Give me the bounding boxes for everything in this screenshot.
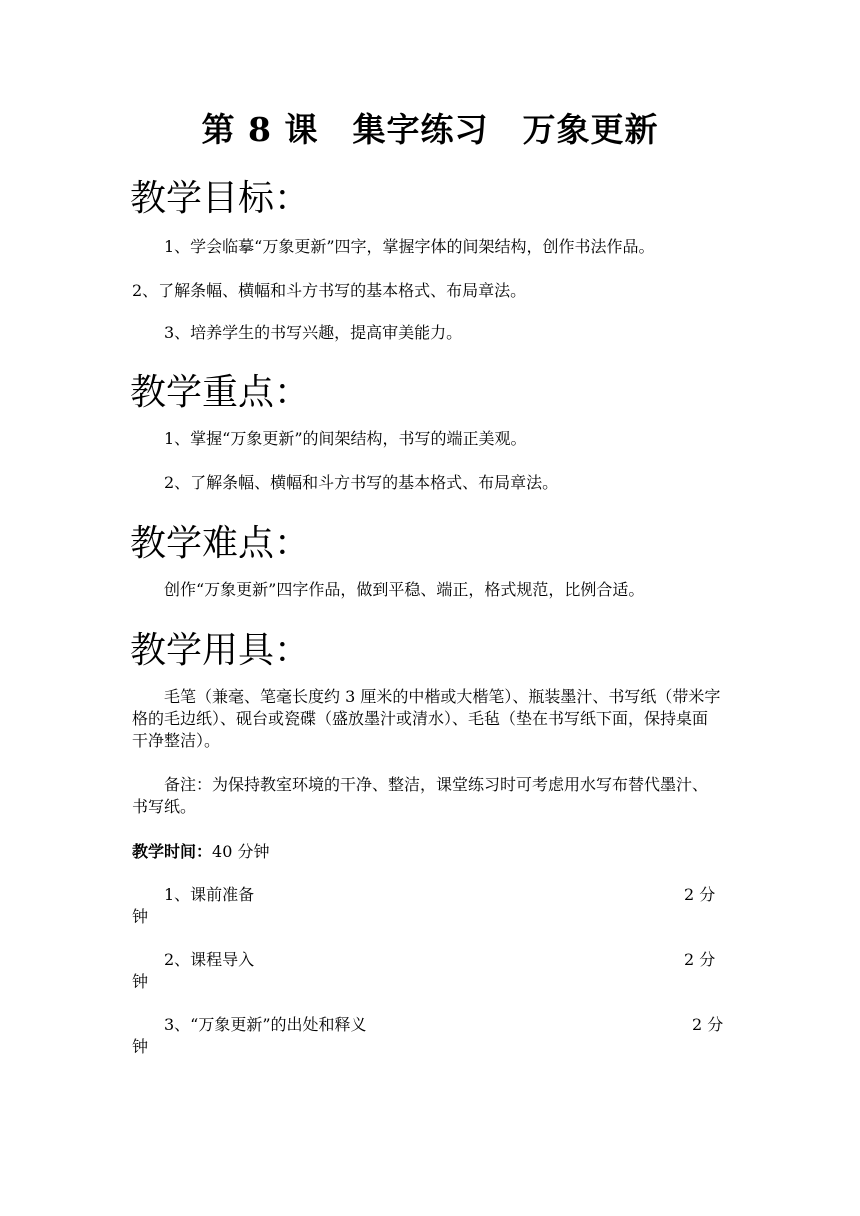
time-step-3-unit: 钟	[132, 1037, 149, 1056]
key-point-item-1: 1、掌握“万象更新”的间架结构，书写的端正美观。	[164, 429, 527, 448]
time-step-3-minutes: 2 分	[692, 1015, 724, 1034]
objectives-heading: 教学目标：	[130, 178, 311, 219]
objective-item-3: 3、培养学生的书写兴趣，提高审美能力。	[164, 323, 463, 342]
time-step-2-unit: 钟	[132, 972, 149, 991]
objective-item-1: 1、学会临摹“万象更新”四字，掌握字体的间架结构，创作书法作品。	[164, 237, 655, 256]
difficulties-heading: 教学难点：	[130, 523, 311, 564]
difficulty-item-1: 创作“万象更新”四字作品，做到平稳、端正，格式规范，比例合适。	[164, 580, 645, 599]
teaching-time	[132, 841, 269, 863]
time-step-2-minutes: 2 分	[684, 950, 716, 969]
key-point-item-2: 2、了解条幅、横幅和斗方书写的基本格式、布局章法。	[164, 473, 559, 492]
time-step-3-name: 3、“万象更新”的出处和释义	[164, 1015, 367, 1034]
time-step-1-name: 1、课前准备	[164, 885, 255, 904]
objective-item-2: 2、了解条幅、横幅和斗方书写的基本格式、布局章法。	[132, 281, 527, 300]
document-title: 第 8 课 集字练习 万象更新	[201, 110, 659, 149]
teaching-time-label: 教学时间：	[132, 842, 213, 861]
time-step-2-name: 2、课程导入	[164, 950, 255, 969]
tools-paragraph: 毛笔（兼毫、笔毫长度约 3 厘米的中楷或大楷笔）、瓶装墨汁、书写纸（带米字格的毛边纸）、砚台或瓷碟（盛放墨汁或清水）、毛毡（垫在书写纸下面，保持桌面干净整洁）。	[132, 687, 721, 750]
time-step-1-minutes: 2 分	[684, 885, 716, 904]
teaching-time-value: 40 分钟	[212, 842, 270, 861]
tools-heading: 教学用具：	[130, 630, 311, 671]
key-points-heading: 教学重点：	[130, 372, 311, 413]
time-step-1-unit: 钟	[132, 907, 149, 926]
tools-note: 备注：为保持教室环境的干净、整洁，课堂练习时可考虑用水写布替代墨汁、书写纸。	[132, 775, 709, 816]
